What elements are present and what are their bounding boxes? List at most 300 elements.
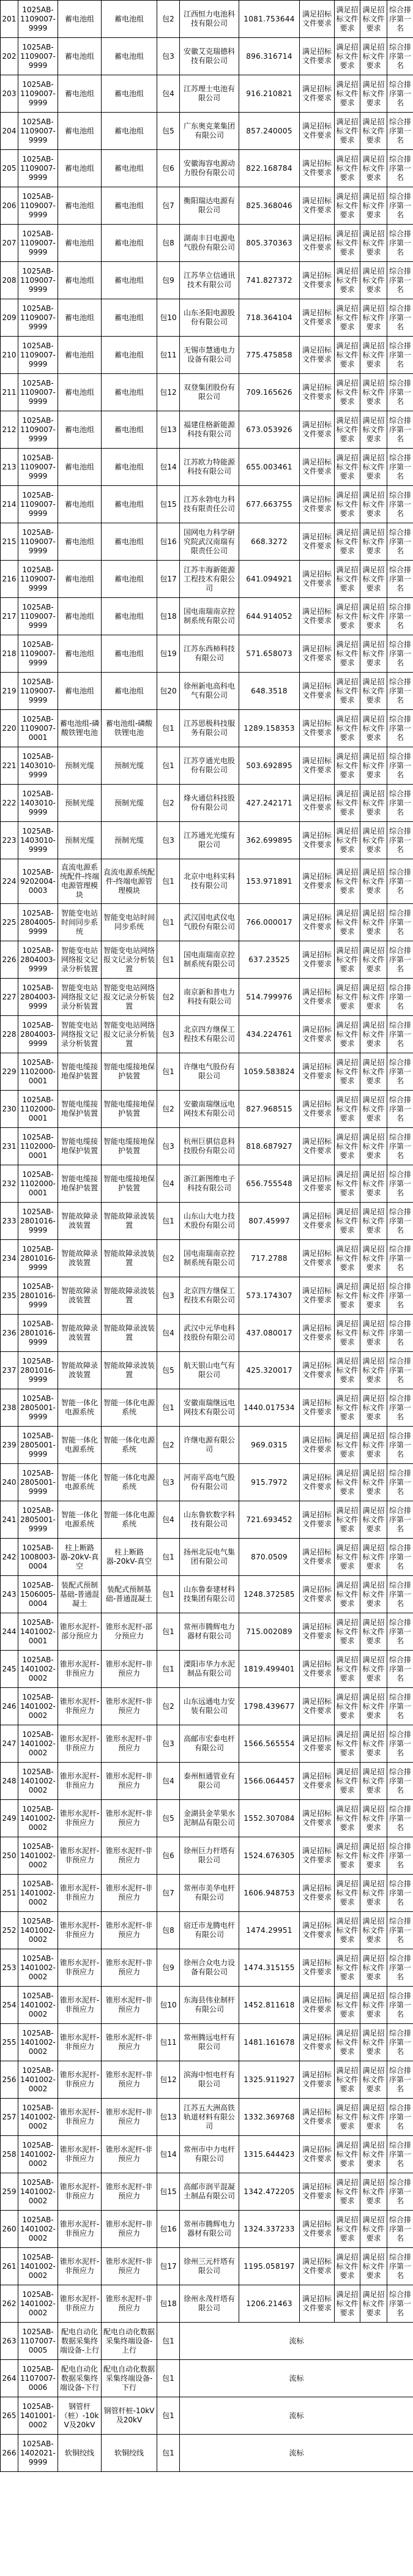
cell-qualification-3: 满足招标文件要求: [360, 1800, 387, 1837]
cell-price: 437.080017: [239, 1315, 300, 1352]
cell-material-category: 蓄电池组: [58, 635, 102, 673]
cell-material-category: 智能变电站网络报文记录分析装置: [58, 941, 102, 979]
table-row: [1, 374, 413, 411]
cell-supplier: 泰州桓通管业有限公司: [180, 1763, 239, 1800]
cell-material-code: 1025AB-1401002-0002: [18, 2248, 58, 2285]
cell-package: 包3: [157, 38, 180, 75]
cell-qualification-3: 满足招标文件要求: [360, 2285, 387, 2323]
cell-qualification-2: 满足招标文件要求: [335, 1165, 360, 1203]
cell-material-category: 锥形水泥杆-非预应力: [58, 2211, 102, 2248]
cell-qualification-3: 满足招标文件要求: [360, 1315, 387, 1352]
cell-material-category-full: 锥形水泥杆-部分预应力: [102, 1613, 157, 1651]
cell-qualification-2: 满足招标文件要求: [335, 486, 360, 523]
cell-qualification-1: 满足招标文件要求: [300, 150, 335, 187]
table-row: [1, 904, 413, 941]
table-row: [1, 1240, 413, 1277]
cell-material-code: 1025AB-1008003-0004: [18, 1539, 58, 1576]
cell-qualification-3: 满足招标文件要求: [360, 1203, 387, 1240]
table-row: [1, 1763, 413, 1800]
cell-material-category-full: 蓄电池组: [102, 598, 157, 635]
cell-material-category-full: 蓄电池组: [102, 1, 157, 38]
cell-material-code: 1025AB-1109007-9999: [18, 523, 58, 561]
table-row: [1, 1912, 413, 1949]
cell-price: 857.240005: [239, 113, 300, 150]
cell-material-code: 1025AB-1107007-0005: [18, 2323, 58, 2360]
cell-qualification-3: 满足招标文件要求: [360, 1501, 387, 1539]
cell-price: 1315.644423: [239, 2136, 300, 2173]
cell-seq: 258: [1, 2136, 18, 2173]
table-row: [1, 747, 413, 785]
cell-qualification-1: 满足招标文件要求: [300, 941, 335, 979]
cell-qualification-1: 满足招标文件要求: [300, 822, 335, 859]
cell-package: 包20: [157, 673, 180, 710]
cell-price: 1474.29951: [239, 1912, 300, 1949]
cell-material-code: 1025AB-1401002-0002: [18, 1837, 58, 1875]
table-row: [1, 1613, 413, 1651]
cell-qualification-3: 满足招标文件要求: [360, 374, 387, 411]
cell-supplier: 国电南瑞南京控制系统有限公司: [180, 941, 239, 979]
cell-qualification-1: 满足招标文件要求: [300, 2136, 335, 2173]
table-row: [1, 2099, 413, 2136]
cell-rank: 综合排序第一名: [387, 1203, 413, 1240]
cell-package: 包11: [157, 2024, 180, 2061]
cell-material-code: 1025AB-1401002-0002: [18, 2061, 58, 2099]
cell-material-code: 1025AB-1506005-0004: [18, 1576, 58, 1613]
cell-material-code: 1025AB-1109007-9999: [18, 486, 58, 523]
cell-material-code: 1025AB-1109007-9999: [18, 150, 58, 187]
cell-seq: 210: [1, 337, 18, 374]
cell-qualification-3: 满足招标文件要求: [360, 1165, 387, 1203]
cell-qualification-1: 满足招标文件要求: [300, 1091, 335, 1128]
cell-seq: 217: [1, 598, 18, 635]
cell-supplier: 无锡市慧通电力设备有限公司: [180, 337, 239, 374]
cell-qualification-1: 满足招标文件要求: [300, 1912, 335, 1949]
cell-price: 766.000017: [239, 904, 300, 941]
cell-package: 包3: [157, 1016, 180, 1053]
cell-supplier: 广东奥克莱集团有限公司: [180, 113, 239, 150]
cell-price: 916.210821: [239, 75, 300, 113]
cell-rank: 综合排序第一名: [387, 299, 413, 337]
cell-supplier: 北京四方继保工程技术有限公司: [180, 1016, 239, 1053]
cell-material-category-full: 蓄电池组: [102, 411, 157, 449]
cell-price: 571.658073: [239, 635, 300, 673]
cell-material-category: 锥形水泥杆-非预应力: [58, 1837, 102, 1875]
cell-supplier: 徐州三元杆塔有限公司: [180, 2248, 239, 2285]
cell-material-category: 柱上断路器-20kV-真空: [58, 1539, 102, 1576]
cell-material-code: 1025AB-1401002-0002: [18, 2211, 58, 2248]
cell-material-category: 蓄电池组: [58, 75, 102, 113]
cell-supplier: 国电南瑞南京控制系统有限公司: [180, 598, 239, 635]
cell-supplier: 武汉中元华电科技股份有限公司: [180, 1315, 239, 1352]
table-row: [1, 2435, 413, 2472]
cell-material-code: 1025AB-1401002-0002: [18, 1875, 58, 1912]
cell-qualification-2: 满足招标文件要求: [335, 1315, 360, 1352]
cell-material-category: 锥形水泥杆-部分预应力: [58, 1613, 102, 1651]
cell-package: 包4: [157, 75, 180, 113]
cell-failed-status: 流标: [180, 2323, 413, 2360]
cell-material-category: 锥形水泥杆-非预应力: [58, 1800, 102, 1837]
cell-qualification-1: 满足招标文件要求: [300, 1165, 335, 1203]
cell-material-category: 智能变电站网络报文记录分析装置: [58, 1016, 102, 1053]
cell-qualification-1: 满足招标文件要求: [300, 598, 335, 635]
cell-price: 1081.753644: [239, 1, 300, 38]
cell-qualification-3: 满足招标文件要求: [360, 635, 387, 673]
cell-qualification-2: 满足招标文件要求: [335, 1837, 360, 1875]
cell-package: 包4: [157, 1165, 180, 1203]
cell-supplier: 江苏永勃电力科技有限责任公司: [180, 486, 239, 523]
cell-qualification-1: 满足招标文件要求: [300, 1016, 335, 1053]
cell-qualification-1: 满足招标文件要求: [300, 979, 335, 1016]
cell-qualification-2: 满足招标文件要求: [335, 411, 360, 449]
cell-seq: 239: [1, 1427, 18, 1464]
cell-price: 1195.058197: [239, 2248, 300, 2285]
cell-material-code: 1025AB-1102000-0001: [18, 1165, 58, 1203]
cell-supplier: 安徽海容电源动力股份有限公司: [180, 150, 239, 187]
cell-seq: 249: [1, 1800, 18, 1837]
cell-supplier: 杭州巨骐信息科技股份有限公司: [180, 1128, 239, 1165]
cell-seq: 234: [1, 1240, 18, 1277]
cell-supplier: 徐州永茂杆塔有限公司: [180, 2285, 239, 2323]
cell-material-category-full: 蓄电池组: [102, 38, 157, 75]
cell-qualification-2: 满足招标文件要求: [335, 2099, 360, 2136]
cell-seq: 231: [1, 1128, 18, 1165]
cell-price: 1552.307084: [239, 1800, 300, 1837]
cell-material-category-full: 蓄电池组: [102, 449, 157, 486]
cell-material-category-full: 蓄电池组: [102, 337, 157, 374]
cell-material-category-full: 蓄电池组: [102, 187, 157, 225]
cell-qualification-2: 满足招标文件要求: [335, 1277, 360, 1315]
table-row: [1, 1464, 413, 1501]
cell-material-code: 1025AB-1401002-0002: [18, 2173, 58, 2211]
cell-supplier: 高邮市润平混凝土制品有限公司: [180, 2173, 239, 2211]
cell-qualification-3: 满足招标文件要求: [360, 1576, 387, 1613]
cell-qualification-3: 满足招标文件要求: [360, 941, 387, 979]
cell-seq: 241: [1, 1501, 18, 1539]
table-row: [1, 1800, 413, 1837]
cell-material-category-full: 预制光缆: [102, 747, 157, 785]
table-row: [1, 1203, 413, 1240]
cell-qualification-3: 满足招标文件要求: [360, 2248, 387, 2285]
cell-price: 573.174307: [239, 1277, 300, 1315]
cell-package: 包11: [157, 337, 180, 374]
cell-qualification-3: 满足招标文件要求: [360, 2173, 387, 2211]
cell-price: 721.693452: [239, 1501, 300, 1539]
cell-material-code: 1025AB-2805001-9999: [18, 1464, 58, 1501]
cell-rank: 综合排序第一名: [387, 598, 413, 635]
cell-material-code: 1025AB-1401002-0002: [18, 2136, 58, 2173]
table-row: [1, 1, 413, 38]
cell-supplier: 航天银山电气有限公司: [180, 1352, 239, 1389]
cell-supplier: 河南平高电气股份有限公司: [180, 1464, 239, 1501]
cell-material-category-full: 锥形水泥杆-非预应力: [102, 1725, 157, 1763]
cell-qualification-2: 满足招标文件要求: [335, 598, 360, 635]
cell-price: 1524.676305: [239, 1837, 300, 1875]
cell-qualification-1: 满足招标文件要求: [300, 486, 335, 523]
cell-qualification-2: 满足招标文件要求: [335, 1501, 360, 1539]
cell-rank: 综合排序第一名: [387, 1912, 413, 1949]
cell-seq: 206: [1, 187, 18, 225]
cell-material-category: 锥形水泥杆-非预应力: [58, 2024, 102, 2061]
table-row: [1, 449, 413, 486]
cell-qualification-1: 满足招标文件要求: [300, 262, 335, 299]
cell-qualification-2: 满足招标文件要求: [335, 2211, 360, 2248]
cell-rank: 综合排序第一名: [387, 1539, 413, 1576]
cell-qualification-1: 满足招标文件要求: [300, 785, 335, 822]
cell-material-code: 1025AB-1109007-9999: [18, 673, 58, 710]
cell-qualification-3: 满足招标文件要求: [360, 1613, 387, 1651]
cell-material-code: 1025AB-1109007-9999: [18, 337, 58, 374]
table-row: [1, 1651, 413, 1688]
cell-material-category-full: 智能故障录波装置: [102, 1352, 157, 1389]
cell-package: 包1: [157, 1576, 180, 1613]
cell-price: 915.7972: [239, 1464, 300, 1501]
cell-seq: 213: [1, 449, 18, 486]
cell-supplier: 安徽南瑞继远电网技术有限公司: [180, 1091, 239, 1128]
cell-supplier: 江苏华立信通讯技术有限公司: [180, 262, 239, 299]
cell-package: 包1: [157, 1651, 180, 1688]
cell-seq: 202: [1, 38, 18, 75]
cell-qualification-2: 满足招标文件要求: [335, 337, 360, 374]
cell-seq: 247: [1, 1725, 18, 1763]
cell-material-category-full: 蓄电池组: [102, 75, 157, 113]
cell-price: 362.699895: [239, 822, 300, 859]
cell-price: 709.165626: [239, 374, 300, 411]
cell-qualification-3: 满足招标文件要求: [360, 1912, 387, 1949]
cell-rank: 综合排序第一名: [387, 225, 413, 262]
cell-rank: 综合排序第一名: [387, 673, 413, 710]
table-row: [1, 150, 413, 187]
cell-material-code: 1025AB-2801016-9999: [18, 1315, 58, 1352]
cell-price: 637.23525: [239, 941, 300, 979]
cell-qualification-1: 满足招标文件要求: [300, 1389, 335, 1427]
cell-package: 包3: [157, 1277, 180, 1315]
cell-price: 870.0509: [239, 1539, 300, 1576]
table-row: [1, 1053, 413, 1091]
cell-supplier: 常州市腾辉电力器材有限公司: [180, 1613, 239, 1651]
cell-package: 包1: [157, 2323, 180, 2360]
cell-seq: 236: [1, 1315, 18, 1352]
cell-supplier: 国电南瑞南京控制系统有限公司: [180, 1240, 239, 1277]
cell-package: 包2: [157, 1427, 180, 1464]
cell-package: 包3: [157, 1128, 180, 1165]
cell-material-category-full: 蓄电池组: [102, 299, 157, 337]
table-row: [1, 1427, 413, 1464]
cell-seq: 246: [1, 1688, 18, 1725]
cell-supplier: 北京四方继保工程技术有限公司: [180, 1277, 239, 1315]
cell-qualification-3: 满足招标文件要求: [360, 1277, 387, 1315]
cell-material-category: 预制光缆: [58, 785, 102, 822]
cell-qualification-2: 满足招标文件要求: [335, 1240, 360, 1277]
cell-material-category-full: 锥形水泥杆-非预应力: [102, 2173, 157, 2211]
table-row: [1, 1501, 413, 1539]
cell-failed-status: 流标: [180, 2360, 413, 2397]
table-row: [1, 1389, 413, 1427]
cell-qualification-2: 满足招标文件要求: [335, 1949, 360, 1987]
cell-package: 包2: [157, 1091, 180, 1128]
cell-material-category-full: 锥形水泥杆-非预应力: [102, 2024, 157, 2061]
cell-material-category: 预制光缆: [58, 747, 102, 785]
cell-material-category-full: 蓄电池组: [102, 262, 157, 299]
cell-qualification-3: 满足招标文件要求: [360, 187, 387, 225]
cell-seq: 223: [1, 822, 18, 859]
cell-material-code: 1025AB-1109007-9999: [18, 187, 58, 225]
cell-qualification-3: 满足招标文件要求: [360, 673, 387, 710]
cell-rank: 综合排序第一名: [387, 747, 413, 785]
cell-material-category-full: 预制光缆: [102, 822, 157, 859]
cell-supplier: 江苏理士电池有限公司: [180, 75, 239, 113]
cell-material-category: 智能电缆接地保护装置: [58, 1091, 102, 1128]
cell-supplier: 宿迁市龙腾电杆有限公司: [180, 1912, 239, 1949]
cell-qualification-1: 满足招标文件要求: [300, 1427, 335, 1464]
cell-material-category: 智能故障录波装置: [58, 1315, 102, 1352]
cell-qualification-2: 满足招标文件要求: [335, 1128, 360, 1165]
cell-material-code: 1025AB-1102000-0001: [18, 1053, 58, 1091]
cell-seq: 245: [1, 1651, 18, 1688]
cell-material-category: 锥形水泥杆-非预应力: [58, 1763, 102, 1800]
cell-package: 包16: [157, 2211, 180, 2248]
cell-failed-status: 流标: [180, 2397, 413, 2435]
cell-seq: 211: [1, 374, 18, 411]
cell-rank: 综合排序第一名: [387, 2061, 413, 2099]
cell-material-category-full: 装配式预制基础-普通混凝土: [102, 1576, 157, 1613]
table-row: [1, 2136, 413, 2173]
cell-price: 827.968515: [239, 1091, 300, 1128]
cell-material-code: 1025AB-1401002-0002: [18, 2285, 58, 2323]
cell-material-category: 蓄电池组: [58, 523, 102, 561]
cell-package: 包12: [157, 2061, 180, 2099]
cell-material-category-full: 锥形水泥杆-非预应力: [102, 1837, 157, 1875]
cell-supplier: 江苏东西柿科技有限公司: [180, 635, 239, 673]
cell-material-category-full: 智能变电站网络报文记录分析装置: [102, 1016, 157, 1053]
cell-seq: 264: [1, 2360, 18, 2397]
cell-material-category: 直流电源系统配件-终端电源管理模块: [58, 859, 102, 904]
cell-package: 包1: [157, 747, 180, 785]
cell-material-category: 配电自动化数据采集终端设备-上行: [58, 2323, 102, 2360]
cell-qualification-2: 满足招标文件要求: [335, 785, 360, 822]
cell-package: 包15: [157, 2173, 180, 2211]
cell-material-code: 1025AB-1109007-9999: [18, 449, 58, 486]
cell-price: 644.914052: [239, 598, 300, 635]
table-row: [1, 2285, 413, 2323]
table-row: [1, 1688, 413, 1725]
cell-material-category-full: 智能一体化电源系统: [102, 1389, 157, 1427]
cell-supplier: 江苏五大洲高铁轨道材料有限公司: [180, 2099, 239, 2136]
cell-rank: 综合排序第一名: [387, 38, 413, 75]
cell-qualification-3: 满足招标文件要求: [360, 904, 387, 941]
cell-rank: 综合排序第一名: [387, 1389, 413, 1427]
cell-qualification-1: 满足招标文件要求: [300, 1987, 335, 2024]
cell-material-category-full: 蓄电池组: [102, 486, 157, 523]
cell-rank: 综合排序第一名: [387, 1315, 413, 1352]
table-row: [1, 38, 413, 75]
cell-material-category-full: 配电自动化数据采集终端设备-下行: [102, 2360, 157, 2397]
cell-seq: 221: [1, 747, 18, 785]
cell-rank: 综合排序第一名: [387, 1053, 413, 1091]
table-row: [1, 262, 413, 299]
cell-supplier: 东海县伟业制杆有限公司: [180, 1987, 239, 2024]
cell-material-code: 1025AB-1109007-9999: [18, 411, 58, 449]
cell-qualification-1: 满足招标文件要求: [300, 1539, 335, 1576]
cell-package: 包2: [157, 979, 180, 1016]
cell-material-category: 钢管杆（桩）-10kV及20kV: [58, 2397, 102, 2435]
cell-material-code: 1025AB-1401002-0002: [18, 1688, 58, 1725]
cell-qualification-1: 满足招标文件要求: [300, 1763, 335, 1800]
cell-qualification-1: 满足招标文件要求: [300, 673, 335, 710]
cell-package: 包4: [157, 1501, 180, 1539]
cell-package: 包2: [157, 1688, 180, 1725]
cell-qualification-2: 满足招标文件要求: [335, 1725, 360, 1763]
cell-material-code: 1025AB-1401002-0001: [18, 1613, 58, 1651]
cell-price: 641.094921: [239, 561, 300, 598]
cell-rank: 综合排序第一名: [387, 2099, 413, 2136]
cell-material-category-full: 智能一体化电源系统: [102, 1501, 157, 1539]
cell-supplier: 常州市腾辉电力器材有限公司: [180, 2211, 239, 2248]
cell-seq: 222: [1, 785, 18, 822]
cell-qualification-2: 满足招标文件要求: [335, 1987, 360, 2024]
cell-material-code: 1025AB-1401002-0002: [18, 2024, 58, 2061]
cell-qualification-2: 满足招标文件要求: [335, 2285, 360, 2323]
cell-material-category: 锥形水泥杆-非预应力: [58, 1987, 102, 2024]
cell-price: 1566.064457: [239, 1763, 300, 1800]
cell-material-category: 蓄电池组: [58, 150, 102, 187]
cell-material-category-full: 锥形水泥杆-非预应力: [102, 1651, 157, 1688]
cell-supplier: 江苏丰海新能源工程技术有限公司: [180, 561, 239, 598]
cell-qualification-1: 满足招标文件要求: [300, 1875, 335, 1912]
cell-material-code: 1025AB-2801016-9999: [18, 1277, 58, 1315]
table-row: [1, 598, 413, 635]
cell-qualification-2: 满足招标文件要求: [335, 822, 360, 859]
cell-qualification-3: 满足招标文件要求: [360, 449, 387, 486]
table-row: [1, 941, 413, 979]
cell-material-category: 蓄电池组-磷酸铁锂电池: [58, 710, 102, 747]
cell-material-category: 锥形水泥杆-非预应力: [58, 1912, 102, 1949]
cell-material-category-full: 锥形水泥杆-非预应力: [102, 1949, 157, 1987]
cell-seq: 262: [1, 2285, 18, 2323]
cell-supplier: 高邮市宏泰电杆有限公司: [180, 1725, 239, 1763]
cell-qualification-2: 满足招标文件要求: [335, 2248, 360, 2285]
cell-supplier: 双登集团股份有限公司: [180, 374, 239, 411]
cell-supplier: 扬州北辰电气集团有限公司: [180, 1539, 239, 1576]
cell-package: 包6: [157, 150, 180, 187]
cell-supplier: 江苏通光光缆有限公司: [180, 822, 239, 859]
cell-seq: 251: [1, 1875, 18, 1912]
cell-rank: 综合排序第一名: [387, 486, 413, 523]
cell-material-category: 锥形水泥杆-非预应力: [58, 1949, 102, 1987]
cell-seq: 216: [1, 561, 18, 598]
cell-qualification-2: 满足招标文件要求: [335, 747, 360, 785]
cell-material-code: 1025AB-2805001-9999: [18, 1427, 58, 1464]
cell-package: 包1: [157, 2435, 180, 2472]
cell-supplier: 安徽南瑞继远电网技术有限公司: [180, 1389, 239, 1427]
cell-rank: 综合排序第一名: [387, 523, 413, 561]
cell-package: 包9: [157, 262, 180, 299]
cell-material-category-full: 蓄电池组: [102, 225, 157, 262]
cell-supplier: 山东山大电力技术股份有限公司: [180, 1203, 239, 1240]
cell-qualification-2: 满足招标文件要求: [335, 1091, 360, 1128]
cell-material-category: 锥形水泥杆-非预应力: [58, 2136, 102, 2173]
cell-rank: 综合排序第一名: [387, 113, 413, 150]
cell-material-code: 1025AB-1109007-9999: [18, 598, 58, 635]
cell-seq: 208: [1, 262, 18, 299]
cell-price: 1566.565554: [239, 1725, 300, 1763]
cell-price: 1606.948753: [239, 1875, 300, 1912]
cell-qualification-2: 满足招标文件要求: [335, 299, 360, 337]
cell-material-code: 1025AB-1109007-9999: [18, 75, 58, 113]
cell-rank: 综合排序第一名: [387, 1576, 413, 1613]
cell-rank: 综合排序第一名: [387, 1987, 413, 2024]
cell-qualification-1: 满足招标文件要求: [300, 1, 335, 38]
cell-qualification-1: 满足招标文件要求: [300, 1203, 335, 1240]
